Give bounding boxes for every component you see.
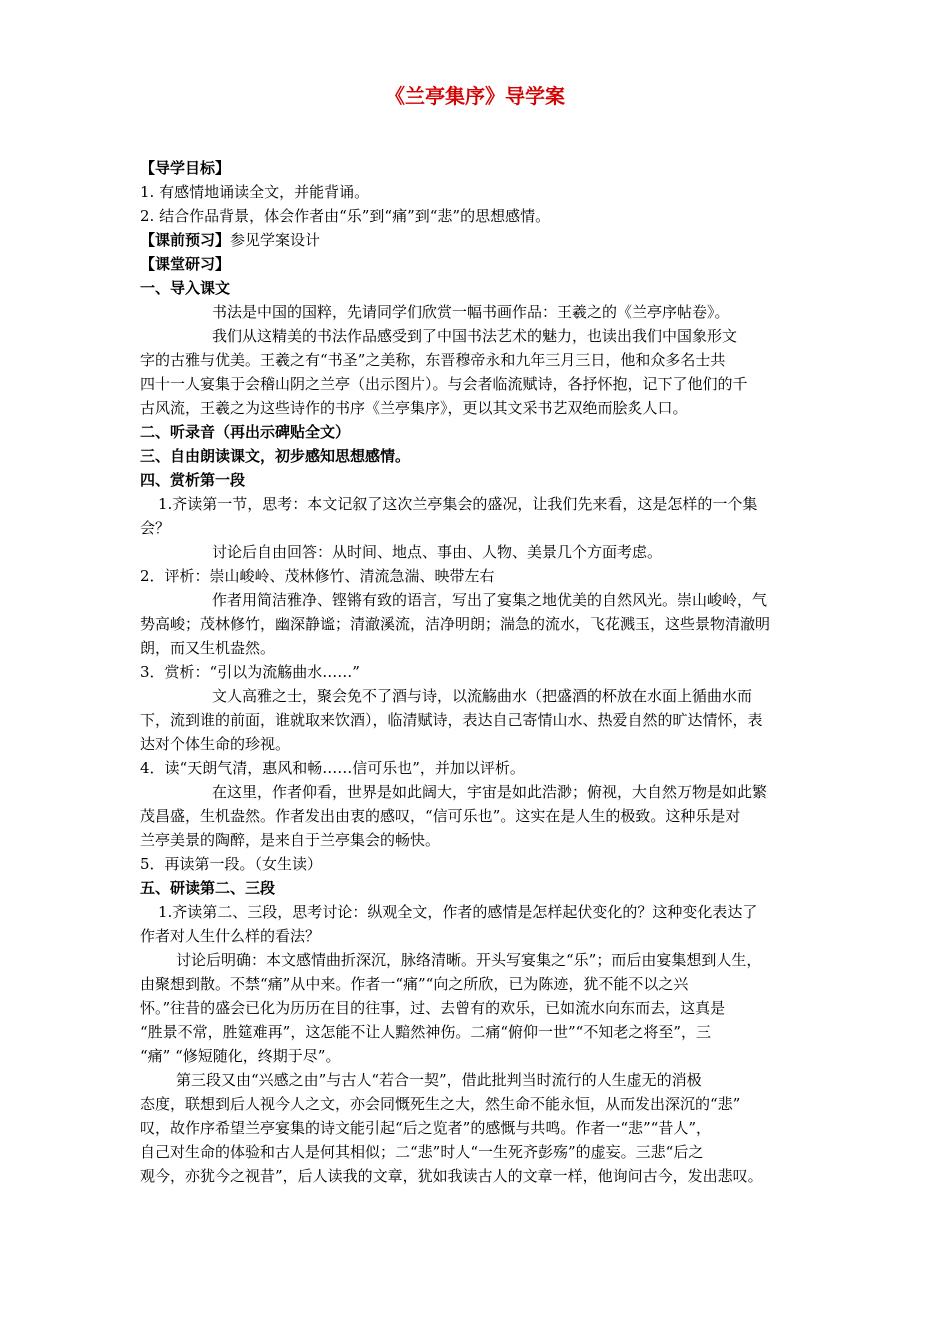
text-line: 2．评析：崇山峻岭、茂林修竹、清流急湍、映带左右 [140, 567, 495, 585]
text-line: 我们从这精美的书法作品感受到了中国书法艺术的魅力，也读出我们中国象形文 [212, 327, 738, 345]
section-heading: 一、导入课文 [140, 279, 231, 297]
text-line: 态度，联想到后人视今人之文，亦会同慨死生之大，然生命不能永恒，从而发出深沉的“悲” [140, 1095, 741, 1113]
text-line: 1. 有感情地诵读全文，并能背诵。 [140, 183, 370, 201]
text-line: 1.齐读第二、三段，思考讨论：纵观全文，作者的感情是怎样起伏变化的？这种变化表达了 [158, 903, 758, 921]
text-line: 讨论后明确：本文感情曲折深沉，脉络清晰。开头写宴集之“乐”；而后由宴集想到人生， [176, 951, 762, 969]
document-title: 《兰亭集序》导学案 [385, 84, 565, 108]
text-line: 由聚想到散。不禁“痛”从中来。作者一“痛”“向之所欣，已为陈迹，犹不能不以之兴 [140, 975, 689, 993]
section-label: 【课前预习】 [140, 231, 231, 249]
section-heading: 【课堂研习】 [140, 255, 231, 273]
text-line: 达对个体生命的珍视。 [140, 735, 291, 753]
text-line: “痛” “修短随化，终期于尽”。 [140, 1047, 341, 1065]
text-line: 下，流到谁的前面，谁就取来饮酒），临清赋诗，表达自己寄情山水、热爱自然的旷达情怀，表 [140, 711, 763, 729]
text-line: 朗，而又生机盎然。 [140, 639, 276, 657]
section-note: 参见学案设计 [230, 231, 321, 249]
text-line: 叹，故作序希望兰亭宴集的诗文能引起“后之览者”的感慨与共鸣。作者一“悲”“昔人”， [140, 1119, 712, 1137]
section-heading: 三、自由朗读课文，初步感知思想感情。 [140, 447, 411, 465]
document-body [140, 156, 810, 1188]
text-line: 四十一人宴集于会稽山阴之兰亭（出示图片）。与会者临流赋诗，各抒怀抱，记下了他们的千 [140, 375, 748, 393]
text-line: 5．再读第一段。（女生读） [140, 855, 323, 873]
text-line: 茂昌盛，生机盎然。作者发出由衷的感叹，“信可乐也”。这实在是人生的极致。这种乐是对 [140, 807, 741, 825]
text-line: 古风流，王羲之为这些诗作的书序《兰亭集序》，更以其文采书艺双绝而脍炙人口。 [140, 399, 688, 417]
text-line: 2. 结合作品背景，体会作者由“乐”到“痛”到“悲”的思想感情。 [140, 207, 551, 225]
text-line: 作者用简洁雅净、铿锵有致的语言，写出了宴集之地优美的自然风光。崇山峻岭，气 [212, 591, 768, 609]
text-line: 势高峻；茂林修竹，幽深静谧；清澈溪流，洁净明朗；湍急的流水，飞花溅玉，这些景物清澈明 [140, 615, 771, 633]
text-line: 书法是中国的国粹，先请同学们欣赏一幅书画作品：王羲之的《兰亭序帖卷》。 [212, 303, 730, 321]
text-line: 讨论后自由回答：从时间、地点、事由、人物、美景几个方面考虑。 [212, 543, 663, 561]
text-line: 3．赏析：“引以为流觞曲水……” [140, 663, 360, 681]
text-line: 观今，亦犹今之视昔”，后人读我的文章，犹如我读古人的文章一样，他询问古今，发出悲叹。 [140, 1167, 763, 1185]
text-line [140, 228, 810, 252]
text-line: 兰亭美景的陶醉，是来自于兰亭集会的畅快。 [140, 831, 441, 849]
section-heading: 二、听录音（再出示碑贴全文） [140, 423, 351, 441]
text-line: 在这里，作者仰看，世界是如此阔大，宇宙是如此浩渺；俯视，大自然万物是如此繁 [212, 783, 768, 801]
text-line: 文人高雅之士，聚会免不了酒与诗，以流觞曲水（把盛酒的杯放在水面上循曲水而 [212, 687, 753, 705]
text-line: 作者对人生什么样的看法？ [140, 927, 321, 945]
section-heading: 四、赏析第一段 [140, 471, 246, 489]
text-line: 字的古雅与优美。王羲之有“书圣”之美称，东晋穆帝永和九年三月三日，他和众多名士共 [140, 351, 726, 369]
text-line: 第三段又由“兴感之由”与古人“若合一契”，借此批判当时流行的人生虚无的消极 [176, 1071, 702, 1089]
text-line: 怀。”往昔的盛会已化为历历在目的往事，过、去曾有的欢乐，已如流水向东而去，这真是 [140, 999, 726, 1017]
text-line: “胜景不常，胜筵难再”，这怎能不让人黯然神伤。二痛“俯仰一世”“不知老之将至”，三 [140, 1023, 712, 1041]
section-heading: 【导学目标】 [140, 159, 231, 177]
text-line: 1.齐读第一节，思考：本文记叙了这次兰亭集会的盛况，让我们先来看，这是怎样的一个集 [158, 495, 758, 513]
section-heading: 五、研读第二、三段 [140, 879, 276, 897]
text-line: 会？ [140, 519, 171, 537]
text-line: 自己对生命的体验和古人是何其相似；二“悲”时人“一生死齐彭殇”的虚妄。三悲“后之 [140, 1143, 704, 1161]
text-line: 4．读“天朗气清，惠风和畅……信可乐也”，并加以评析。 [140, 759, 525, 777]
